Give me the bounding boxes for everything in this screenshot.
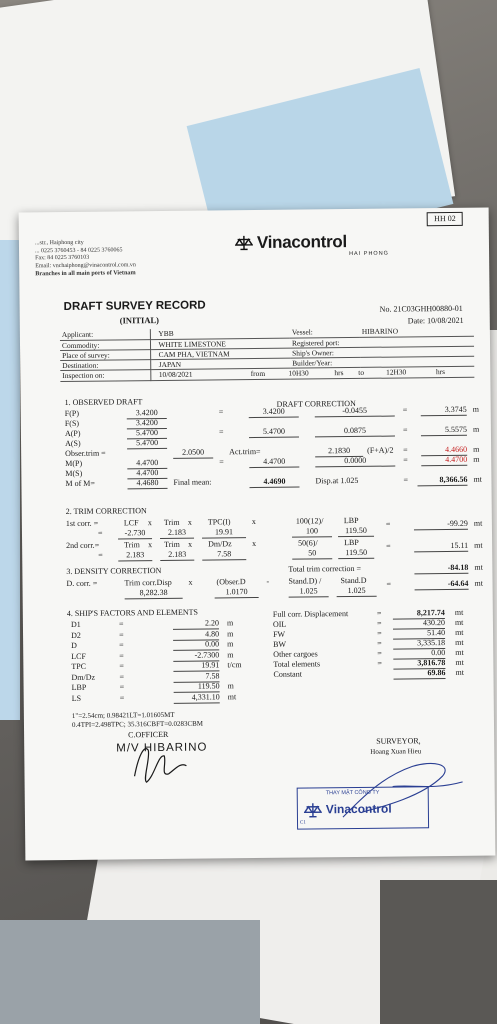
cell-label: Builder/Year: xyxy=(290,357,360,368)
element-row: Constant 69.86 mt xyxy=(273,667,464,679)
address-line: ... 0225 3760453 - 84 0225 3760065 xyxy=(34,246,123,254)
background-cloth xyxy=(0,920,260,1024)
address-line: ...str., Haiphong city xyxy=(34,239,84,247)
cell-label: Vessel: xyxy=(290,327,360,338)
element-row: OIL = 430.20 mt xyxy=(272,617,464,629)
factor-row: TPC = 19.91 t/cm xyxy=(71,660,242,671)
cell-value: WHITE LIMESTONE xyxy=(150,338,290,350)
density-correction-block: Total trim correction = -84.18 mt D. corr. = Trim corr.Disp x (Obser.D - Stand.D) / Stand.D = -64.64 mt 8,282.38 1.0170 1.025 1.025 xyxy=(66,563,486,607)
element-row: Total elements = 3,816.78 mt xyxy=(273,657,464,669)
page-title: DRAFT SURVEY RECORD xyxy=(63,299,206,314)
mean-row: M(P) 4.4700 = 4.4700 0.0000 = 4.4700 m xyxy=(65,454,480,469)
elements-list xyxy=(273,608,488,690)
element-row: FW = 51.40 mt xyxy=(273,627,464,639)
draft-row: F(S) 3.4200 xyxy=(65,415,485,429)
surveyor-signature xyxy=(322,756,473,828)
cell-value: YBB xyxy=(150,328,290,339)
draft-correction-heading: DRAFT CORRECTION xyxy=(276,398,356,409)
factor-row: LCF = -2.7300 m xyxy=(71,649,234,661)
surveyor-label: SURVEYOR, xyxy=(376,736,421,746)
address-line: Email: vnchaiphong@vinacontrol.com.vn xyxy=(35,261,136,269)
cell-label: Destination: xyxy=(60,360,150,371)
cell-value: CAM PHA, VIETNAM xyxy=(150,348,290,360)
draft-row: F(P) 3.4200 = 3.4200 -0.0455 = 3.3745 m xyxy=(64,404,479,419)
stamp-scale-icon xyxy=(304,801,322,819)
draft-row: A(P) 5.4700 = 5.4700 0.0875 = 5.5575 m xyxy=(64,424,480,439)
cell-label: Applicant: xyxy=(60,329,150,340)
ship-factors-list xyxy=(67,618,278,710)
background-dark-area xyxy=(380,880,497,1024)
c-officer-label: C.OFFICER xyxy=(128,729,169,740)
stamp-code: C1 xyxy=(300,820,306,826)
cell-value: JAPAN xyxy=(150,358,290,370)
company-address xyxy=(35,239,136,279)
draft-row: A(S) 5.4700 xyxy=(65,435,485,449)
factor-row: D2 = 4.80 m xyxy=(70,628,234,640)
factor-row: LBP = 119.50 m xyxy=(71,681,234,692)
surveyor-name: Hoang Xuan Hieu xyxy=(370,747,422,756)
cell-label: Inspection on: xyxy=(60,370,150,381)
page-subtitle: (INITIAL) xyxy=(119,315,160,326)
vessel-signature-stamp: M/V HIBARINO xyxy=(116,741,208,755)
element-row: Full corr. Displacement = 8,217.74 mt xyxy=(272,607,464,619)
factor-row: D1 = 2.20 m xyxy=(70,618,234,629)
cell-label: Ship's Owner: xyxy=(290,347,360,358)
cell-value: HIBARINO xyxy=(360,326,474,337)
section-2-heading: 2. TRIM CORRECTION xyxy=(65,506,147,517)
doc-code-box: HH 02 xyxy=(427,212,463,226)
trim-row: Obser.trim = 2.0500 Act.trim= 2.1830 (F+A)/2 = 4.4660 m xyxy=(65,444,480,459)
chief-officer-signature xyxy=(124,736,195,787)
factor-row: D = 0.00 m xyxy=(71,639,234,650)
info-table xyxy=(60,326,475,382)
logo-sub: HAI PHONG xyxy=(349,250,389,258)
section-4-heading: 4. SHIP'S FACTORS AND ELEMENTS xyxy=(66,607,199,618)
section-1-heading: 1. OBSERVED DRAFT xyxy=(64,397,143,408)
cell-label: Place of survey: xyxy=(60,349,150,360)
draft-survey-document xyxy=(19,208,496,861)
stamp-top-text: THAY MẶT CÔNG TY xyxy=(325,789,380,797)
mean-of-mean-row: M of M= 4.4680 Final mean: 4.4690 Disp.at 1.025 = 8,366.56 mt xyxy=(65,474,482,489)
background-blue-folder-left xyxy=(0,240,20,720)
conversion-note: 0.4TPI=2.498TPC; 35.316CBFT=0.0283CBM xyxy=(71,719,204,729)
mean-row: M(S) 4.4700 xyxy=(65,465,485,479)
cell-value: 10/08/2021 from 10H30 hrs to 12H30 hrs xyxy=(150,366,474,380)
vinacontrol-scale-icon xyxy=(235,234,253,252)
factor-row: LS = 4,331.10 mt xyxy=(71,691,237,703)
reference-number: No. 21C03GHH00880-01 xyxy=(379,303,463,314)
factor-row: Dm/Dz = 7.58 xyxy=(71,670,220,682)
conversion-note: 1"=2.54cm; 0.98421LT=1.01605MT xyxy=(71,710,175,720)
observed-draft-rows xyxy=(65,405,486,491)
section-3-heading: 3. DENSITY CORRECTION xyxy=(66,566,162,576)
element-row: Other cargoes = 0.00 mt xyxy=(273,647,464,659)
record-date: Date: 10/08/2021 xyxy=(407,315,464,326)
logo-text: Vinacontrol xyxy=(256,232,347,252)
cell-label: Commodity: xyxy=(60,339,150,350)
address-line: Branches in all main ports of Vietnam xyxy=(35,269,136,278)
element-row: BW = 3,335.18 mt xyxy=(273,637,464,649)
stamp-logo-text: Vinacontrol xyxy=(325,801,392,817)
address-line: Fax: 84 0225 3760103 xyxy=(35,254,90,262)
trim-correction-block: 1st corr. = LCF x Trim x TPC(I) x 100(12)/ LBP = -99.29 mt = -2.730 2.183 19.91 100 119.50 2nd corr.= Trim x Trim x Dm/Dz x 50(6)/ LBP = 15.11 mt = 2.183 2.183 7.58 50 119.50 xyxy=(65,515,483,560)
cell-label: Registered port: xyxy=(290,337,360,348)
